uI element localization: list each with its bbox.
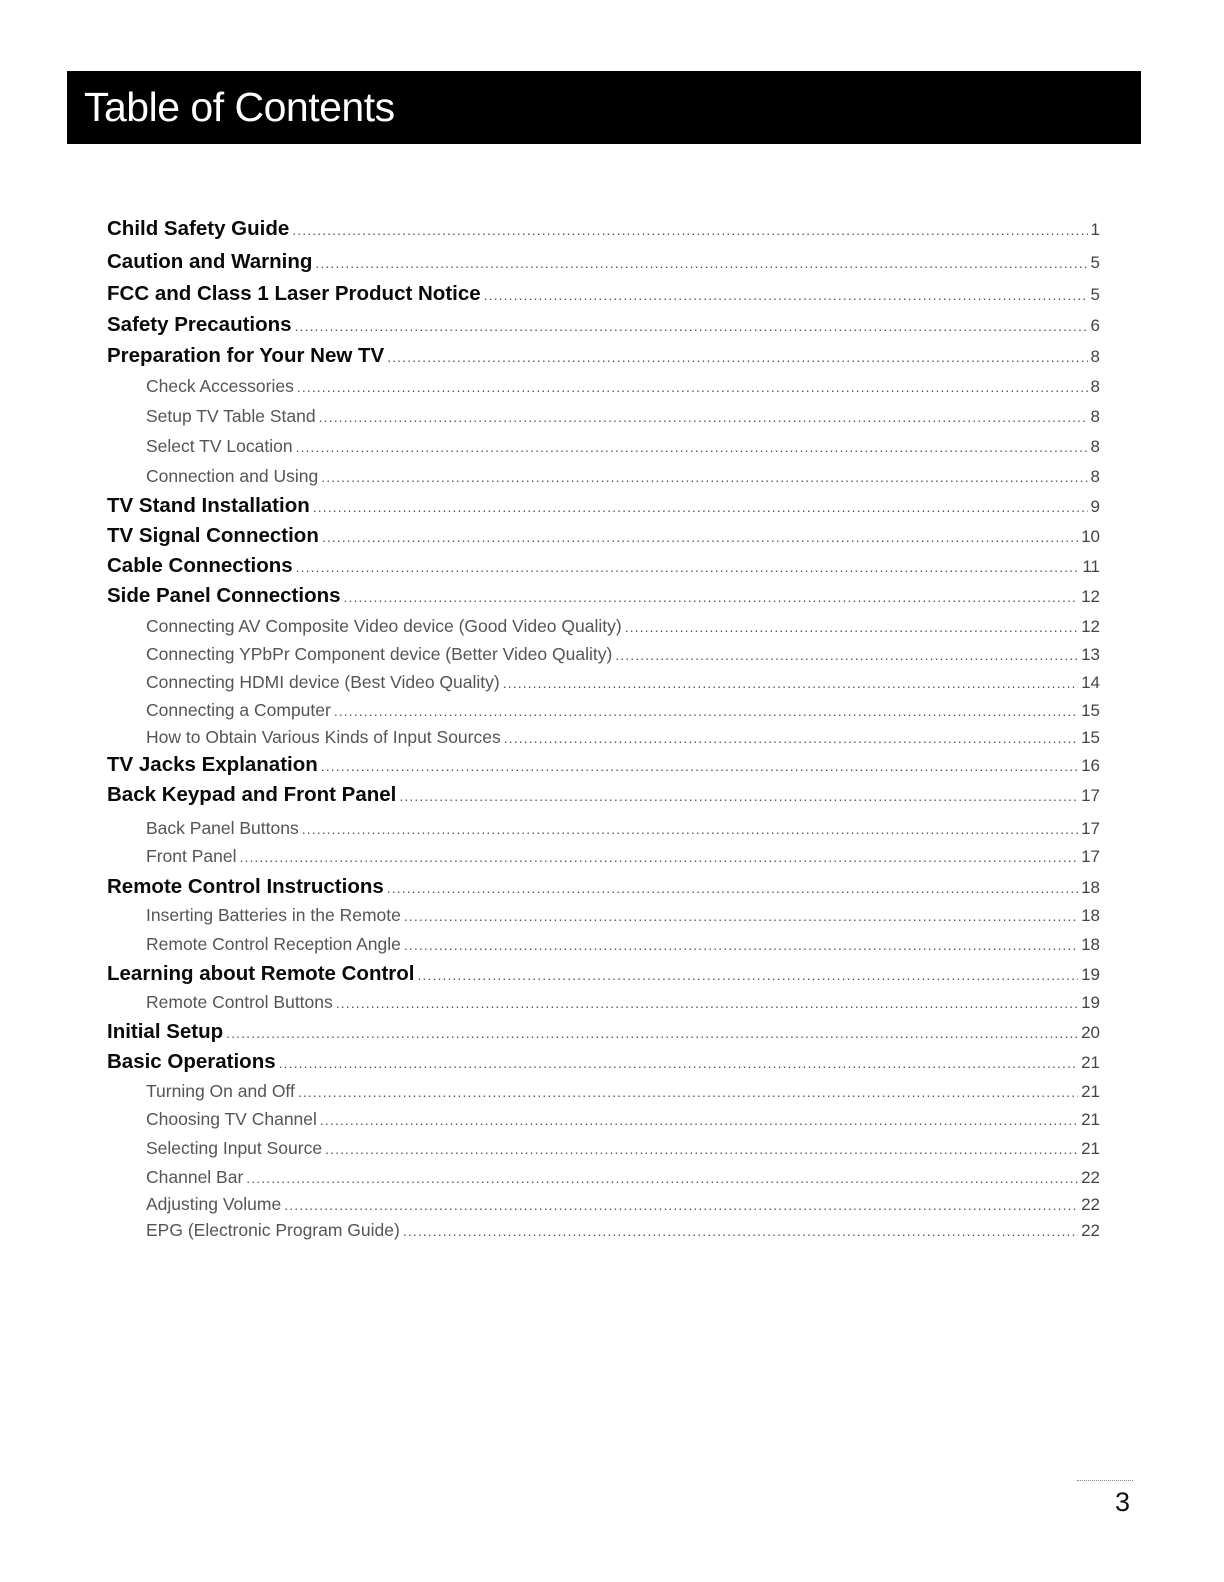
toc-entry-label: Connection and Using — [146, 466, 319, 486]
toc-entry-label: Inserting Batteries in the Remote — [146, 905, 401, 925]
dot-leader — [296, 559, 1080, 575]
dot-leader — [279, 1055, 1078, 1071]
toc-entry-label: Connecting AV Composite Video device (Good Video Quality) — [146, 616, 622, 636]
dot-leader — [320, 1112, 1078, 1128]
toc-entry-label: Safety Precautions — [107, 313, 292, 336]
toc-entry-label: Side Panel Connections — [107, 584, 341, 607]
dot-leader — [239, 849, 1078, 865]
toc-entry-label: Child Safety Guide — [107, 217, 290, 240]
toc-entry-page: 12 — [1081, 587, 1100, 606]
toc-entry[interactable] — [107, 753, 1100, 777]
toc-entry-label: Back Panel Buttons — [146, 818, 299, 838]
toc-entry-label: Initial Setup — [107, 1020, 224, 1043]
toc-entry-label: Connecting a Computer — [146, 700, 331, 720]
dot-leader — [404, 937, 1078, 953]
toc-entry-label: Back Keypad and Front Panel — [107, 783, 397, 806]
dot-leader — [625, 619, 1078, 635]
dot-leader — [313, 499, 1088, 515]
toc-entry-page: 5 — [1090, 285, 1100, 304]
toc-entry-page: 18 — [1081, 906, 1100, 925]
toc-entry-page: 15 — [1081, 701, 1100, 720]
toc-entry[interactable] — [107, 554, 1100, 578]
toc-subentry[interactable] — [146, 616, 1100, 637]
toc-entry-label: Connecting YPbPr Component device (Better Video Quality) — [146, 644, 613, 664]
toc-entry-label: EPG (Electronic Program Guide) — [146, 1220, 400, 1240]
toc-entry-page: 22 — [1081, 1195, 1100, 1214]
toc-entry-page: 21 — [1081, 1139, 1100, 1158]
toc-entry-label: Select TV Location — [146, 436, 293, 456]
dot-leader — [503, 675, 1078, 691]
toc-entry[interactable] — [107, 344, 1100, 368]
toc-entry-label: Connecting HDMI device (Best Video Quality) — [146, 672, 500, 692]
toc-entry[interactable] — [107, 1050, 1100, 1074]
toc-subentry[interactable] — [146, 818, 1100, 839]
dot-leader — [336, 995, 1078, 1011]
toc-entry-page: 17 — [1081, 819, 1100, 838]
dot-leader — [615, 647, 1078, 663]
toc-entry-page: 5 — [1090, 253, 1100, 272]
toc-entry-label: TV Stand Installation — [107, 494, 310, 517]
toc-entry-page: 6 — [1090, 316, 1100, 335]
dot-leader — [315, 255, 1087, 271]
toc-entry-label: Cable Connections — [107, 554, 293, 577]
dot-leader — [325, 1141, 1078, 1157]
toc-entry[interactable] — [107, 524, 1100, 548]
page-title: Table of Contents — [84, 84, 395, 130]
dot-leader — [322, 529, 1078, 545]
toc-entry-page: 20 — [1081, 1023, 1100, 1042]
toc-entry-page: 8 — [1090, 347, 1100, 366]
dot-leader — [321, 758, 1078, 774]
toc-entry-page: 9 — [1090, 497, 1100, 516]
dot-leader — [246, 1170, 1078, 1186]
toc-subentry[interactable] — [146, 727, 1100, 748]
toc-entry-page: 12 — [1081, 617, 1100, 636]
toc-entry[interactable] — [107, 217, 1100, 241]
toc-entry[interactable] — [107, 313, 1100, 337]
toc-entry-page: 16 — [1081, 756, 1100, 775]
toc-subentry[interactable] — [146, 1138, 1100, 1159]
dot-leader — [295, 318, 1088, 334]
toc-entry-label: Selecting Input Source — [146, 1138, 323, 1158]
toc-entry-page: 8 — [1090, 377, 1100, 396]
dot-leader — [297, 379, 1088, 395]
toc-entry-page: 22 — [1081, 1221, 1100, 1240]
toc-entry-page: 11 — [1082, 557, 1100, 576]
toc-entry-page: 21 — [1081, 1053, 1100, 1072]
toc-entry[interactable] — [107, 962, 1100, 986]
toc-entry-label: How to Obtain Various Kinds of Input Sources — [146, 727, 501, 747]
toc-subentry[interactable] — [146, 700, 1100, 721]
dot-leader — [284, 1197, 1078, 1213]
toc-entry-page: 14 — [1081, 673, 1100, 692]
toc-subentry[interactable] — [146, 406, 1100, 427]
dot-leader — [404, 908, 1078, 924]
toc-entry[interactable] — [107, 584, 1100, 608]
toc-subentry[interactable] — [146, 672, 1100, 693]
toc-subentry[interactable] — [146, 1167, 1100, 1188]
page-number: 3 — [1114, 1487, 1130, 1517]
toc-entry-label: Preparation for Your New TV — [107, 344, 385, 367]
toc-entry-label: Remote Control Instructions — [107, 875, 384, 898]
toc-subentry[interactable] — [146, 934, 1100, 955]
toc-entry-label: Check Accessories — [146, 376, 294, 396]
footer-rule — [1077, 1480, 1133, 1481]
toc-subentry[interactable] — [146, 1220, 1100, 1241]
dot-leader — [292, 222, 1087, 238]
toc-entry-page: 10 — [1081, 527, 1100, 546]
dot-leader — [484, 287, 1088, 303]
toc-subentry[interactable] — [146, 466, 1100, 487]
dot-leader — [334, 703, 1078, 719]
toc-entry-page: 21 — [1081, 1110, 1100, 1129]
dot-leader — [298, 1084, 1078, 1100]
toc-entry-label: Basic Operations — [107, 1050, 276, 1073]
toc-subentry[interactable] — [146, 1109, 1100, 1130]
dot-leader — [321, 469, 1087, 485]
toc-entry-label: TV Signal Connection — [107, 524, 319, 547]
toc-entry-label: Adjusting Volume — [146, 1194, 282, 1214]
toc-entry-page: 13 — [1081, 645, 1100, 664]
dot-leader — [418, 967, 1079, 983]
dot-leader — [387, 880, 1078, 896]
toc-entry-page: 22 — [1081, 1168, 1100, 1187]
toc-entry-label: Caution and Warning — [107, 250, 313, 273]
dot-leader — [344, 589, 1079, 605]
toc-subentry[interactable] — [146, 644, 1100, 665]
toc-entry-page: 1 — [1090, 220, 1100, 239]
toc-entry-page: 18 — [1081, 935, 1100, 954]
toc-subentry[interactable] — [146, 376, 1100, 397]
toc-entry-page: 15 — [1081, 728, 1100, 747]
toc-entry-label: Learning about Remote Control — [107, 962, 415, 985]
toc-entry-page: 17 — [1081, 786, 1100, 805]
toc-entry[interactable] — [107, 1020, 1100, 1044]
toc-entry[interactable] — [107, 250, 1100, 274]
toc-subentry[interactable] — [146, 1081, 1100, 1102]
toc-entry-label: Choosing TV Channel — [146, 1109, 317, 1129]
dot-leader — [226, 1025, 1078, 1041]
toc-subentry[interactable] — [146, 1194, 1100, 1215]
toc-entry-page: 8 — [1090, 407, 1100, 426]
dot-leader — [504, 730, 1078, 746]
dot-leader — [387, 349, 1087, 365]
dot-leader — [399, 788, 1078, 804]
toc-entry-label: Remote Control Buttons — [146, 992, 333, 1012]
toc-entry-label: FCC and Class 1 Laser Product Notice — [107, 282, 481, 305]
dot-leader — [302, 821, 1078, 837]
toc-entry-page: 19 — [1081, 993, 1100, 1012]
toc-subentry[interactable] — [146, 992, 1100, 1013]
dot-leader — [403, 1223, 1078, 1239]
toc-entry[interactable] — [107, 282, 1100, 306]
toc-entry[interactable] — [107, 783, 1100, 807]
toc-entry-page: 19 — [1081, 965, 1100, 984]
toc-entry-page: 17 — [1081, 847, 1100, 866]
toc-subentry[interactable] — [146, 905, 1100, 926]
toc-entry-label: Front Panel — [146, 846, 237, 866]
toc-entry-label: Setup TV Table Stand — [146, 406, 316, 426]
toc-entry-page: 8 — [1090, 467, 1100, 486]
toc-entry-label: Turning On and Off — [146, 1081, 295, 1101]
toc-entry-label: Channel Bar — [146, 1167, 244, 1187]
toc-entry[interactable] — [107, 875, 1100, 899]
toc-entry-label: Remote Control Reception Angle — [146, 934, 401, 954]
toc-subentry[interactable] — [146, 846, 1100, 867]
dot-leader — [319, 409, 1088, 425]
toc-entry-page: 8 — [1090, 437, 1100, 456]
toc-entry[interactable] — [107, 494, 1100, 518]
toc-subentry[interactable] — [146, 436, 1100, 457]
toc-entry-page: 18 — [1081, 878, 1100, 897]
toc-entry-page: 21 — [1081, 1082, 1100, 1101]
dot-leader — [296, 439, 1088, 455]
toc-entry-label: TV Jacks Explanation — [107, 753, 318, 776]
title-banner — [67, 71, 1141, 144]
